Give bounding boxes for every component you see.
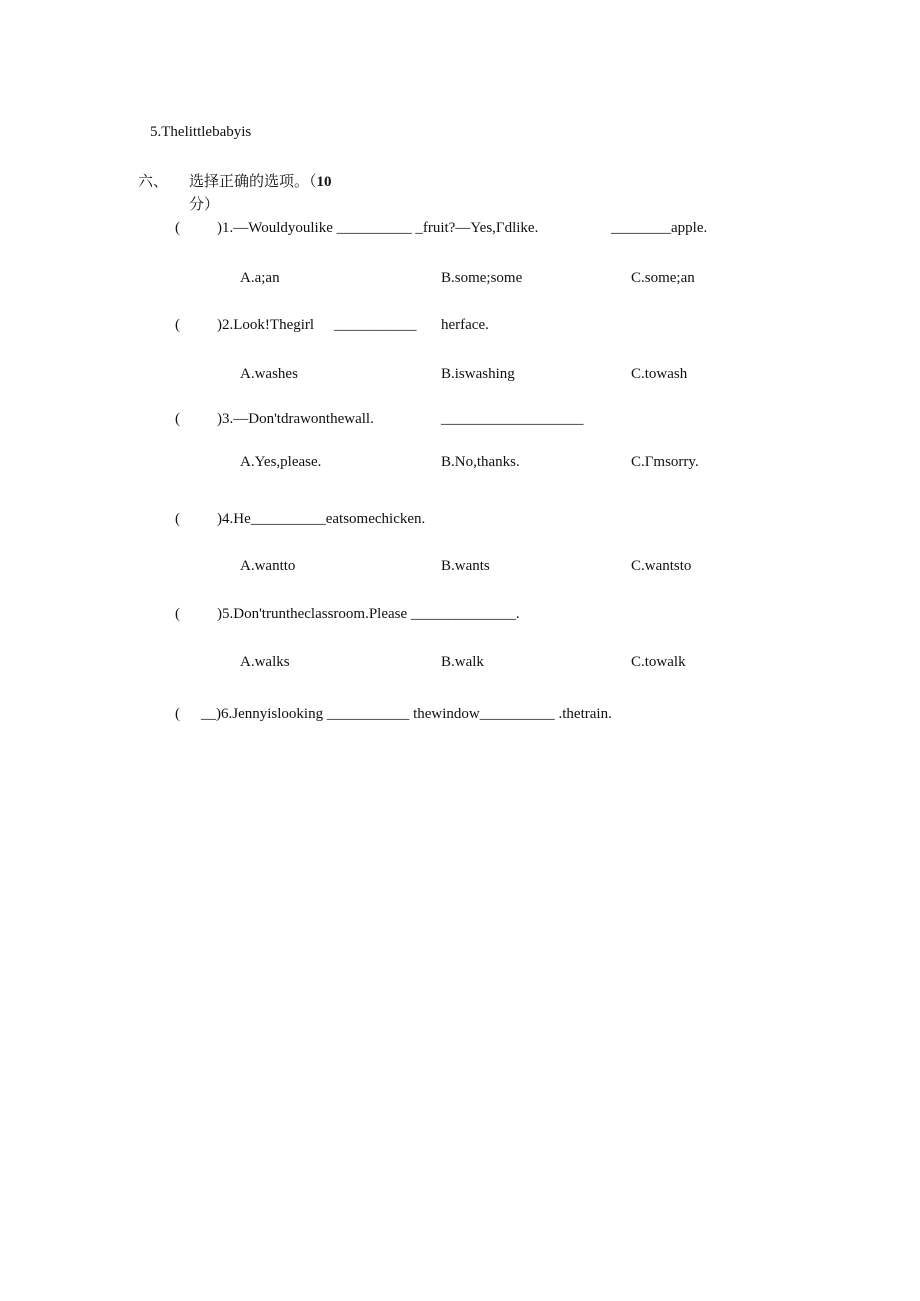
option-c: C.some;an (631, 270, 695, 286)
stem-blank: __________ (479, 706, 555, 722)
option-a: A.a;an (240, 270, 280, 286)
section-number: 六、 (138, 172, 169, 190)
answer-paren: ( (175, 411, 180, 427)
answer-paren: ( (175, 706, 180, 722)
question-stem: )3.—Don'tdrawonthewall. (217, 411, 374, 427)
option-b: B.No,thanks. (441, 454, 520, 470)
question-stem-tail: ___________________ (441, 411, 584, 427)
question-blank: ___________ (334, 317, 417, 333)
section-points-unit: 分） (189, 195, 220, 213)
option-c: C.Γmsorry. (631, 454, 699, 470)
option-c: C.wantsto (631, 558, 692, 574)
stem-part: __)6.Jennyislooking (201, 706, 324, 722)
answer-paren: ( (175, 606, 180, 622)
option-b: B.walk (441, 654, 484, 670)
section-title-text: 选择正确的选项。（ (189, 172, 317, 190)
question-stem: )4.He__________eatsomechicken. (217, 511, 426, 527)
option-a: A.Yes,please. (240, 454, 322, 470)
option-a: A.washes (240, 366, 298, 382)
stem-blank: ___________ (326, 706, 410, 722)
question-stem: )5.Don'truntheclassroom.Please ______________. (217, 606, 520, 622)
section-title (189, 172, 332, 191)
question-stem: )2.Look!Thegirl (217, 317, 315, 333)
question-stem-tail: ________apple. (611, 220, 708, 236)
answer-paren: ( (175, 317, 180, 333)
stem-part: .thetrain. (558, 706, 612, 722)
previous-item: 5.Thelittlebabyis (150, 124, 252, 140)
option-c: C.towash (631, 366, 688, 382)
option-b: B.wants (441, 558, 490, 574)
option-a: A.wantto (240, 558, 296, 574)
question-stem-tail: herface. (441, 317, 489, 333)
answer-paren: ( (175, 511, 180, 527)
section-points: 10 (316, 174, 332, 190)
option-a: A.walks (240, 654, 290, 670)
option-b: B.some;some (441, 270, 523, 286)
answer-paren: ( (175, 220, 180, 236)
option-c: C.towalk (631, 654, 686, 670)
stem-part: thewindow (413, 706, 480, 722)
question-stem: )1.—Wouldyoulike __________ _fruit?—Yes,Γdlike. (217, 220, 539, 236)
option-b: B.iswashing (441, 366, 515, 382)
question-stem (201, 705, 612, 723)
